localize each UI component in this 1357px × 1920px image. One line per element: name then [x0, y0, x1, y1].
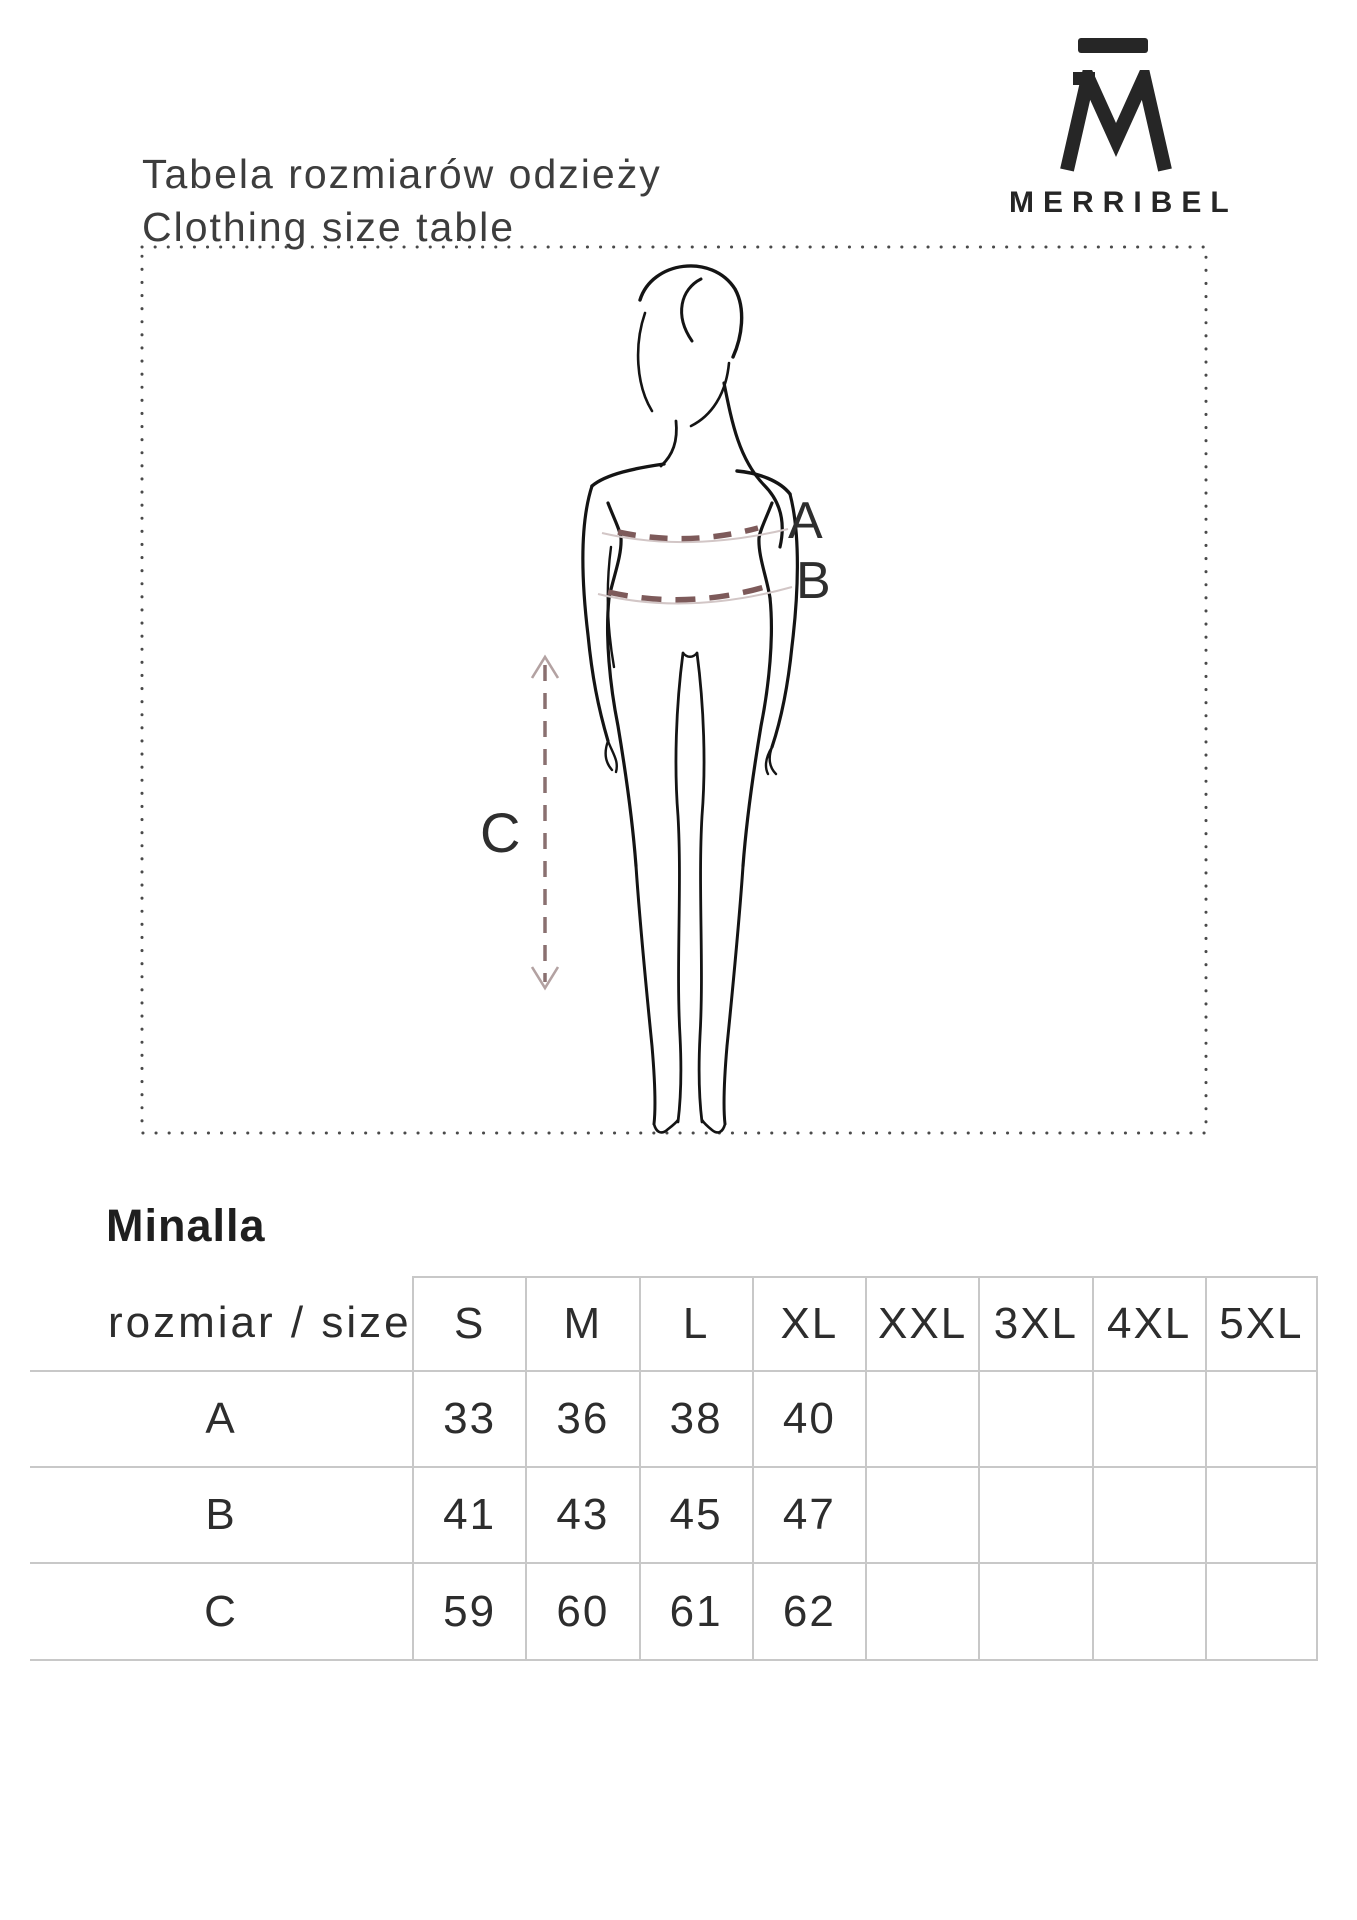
size-header-xl: XL	[752, 1276, 865, 1372]
value-c-s: 59	[412, 1564, 525, 1661]
size-table-grid	[30, 1276, 1318, 1661]
value-c-xl: 62	[752, 1564, 865, 1661]
page-title	[142, 148, 662, 254]
logo-monogram-m-icon	[1055, 70, 1175, 174]
page-title-line-pl: Tabela rozmiarów odzieży	[142, 151, 662, 197]
figure-label-a: A	[788, 492, 823, 550]
value-b-l: 45	[639, 1468, 752, 1564]
value-c-m: 60	[525, 1564, 638, 1661]
dotted-border	[142, 247, 1206, 1133]
measurement-figure-diagram	[140, 245, 1208, 1135]
size-header-3xl: 3XL	[978, 1276, 1091, 1372]
size-header-4xl: 4XL	[1092, 1276, 1205, 1372]
product-name: Minalla	[106, 1200, 266, 1251]
size-header-s: S	[412, 1276, 525, 1372]
figure-label-b: B	[796, 552, 831, 610]
value-c-5xl	[1205, 1564, 1318, 1661]
value-b-s: 41	[412, 1468, 525, 1564]
value-a-s: 33	[412, 1372, 525, 1468]
value-a-xxl	[865, 1372, 978, 1468]
value-b-3xl	[978, 1468, 1091, 1564]
logo-brand-name: MERRIBEL	[1009, 186, 1238, 219]
waist-dashed-line-a	[618, 528, 758, 539]
hip-measure-b	[598, 586, 792, 603]
size-header-xxl: XXL	[865, 1276, 978, 1372]
page-title-line-en: Clothing size table	[142, 204, 516, 250]
length-measure-c	[532, 657, 558, 988]
value-a-m: 36	[525, 1372, 638, 1468]
corner-label: rozmiar / size	[30, 1276, 412, 1372]
value-a-3xl	[978, 1372, 1091, 1468]
value-a-5xl	[1205, 1372, 1318, 1468]
size-header-l: L	[639, 1276, 752, 1372]
figure-label-c: C	[480, 801, 521, 864]
value-c-l: 61	[639, 1564, 752, 1661]
value-a-l: 38	[639, 1372, 752, 1468]
brand-logo	[1000, 30, 1238, 225]
value-a-xl: 40	[752, 1372, 865, 1468]
row-label-a: A	[30, 1372, 412, 1468]
value-b-xxl	[865, 1468, 978, 1564]
size-header-5xl: 5XL	[1205, 1276, 1318, 1372]
logo-bar-icon	[1078, 38, 1148, 53]
row-label-c: C	[30, 1564, 412, 1661]
value-c-3xl	[978, 1564, 1091, 1661]
body-sketch	[583, 266, 798, 1133]
value-b-xl: 47	[752, 1468, 865, 1564]
size-table	[30, 1276, 1318, 1661]
value-c-4xl	[1092, 1564, 1205, 1661]
value-a-4xl	[1092, 1372, 1205, 1468]
value-b-4xl	[1092, 1468, 1205, 1564]
size-header-m: M	[525, 1276, 638, 1372]
value-b-5xl	[1205, 1468, 1318, 1564]
row-label-b: B	[30, 1468, 412, 1564]
value-c-xxl	[865, 1564, 978, 1661]
value-b-m: 43	[525, 1468, 638, 1564]
